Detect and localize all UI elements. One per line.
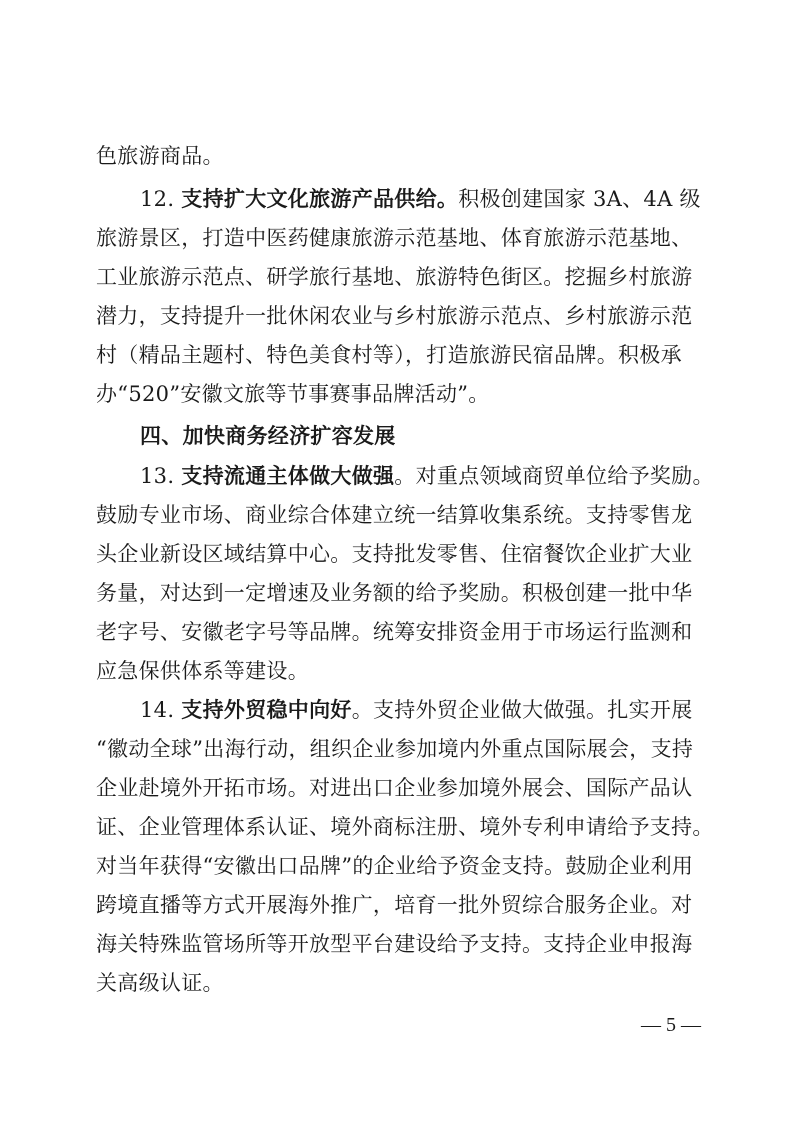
paragraph-line: 务量，对达到一定增速及业务额的给予奖励。积极创建一批中华 <box>96 581 693 605</box>
item-number: 13. <box>140 464 175 488</box>
paragraph-line: 对当年获得“安徽出口品牌”的企业给予资金支持。鼓励企业利用 <box>96 854 694 878</box>
item-13-line <box>140 461 740 491</box>
item-text: 。支持外贸企业做大做强。扎实开展 <box>351 698 693 722</box>
paragraph-line: 关高级认证。 <box>96 971 224 995</box>
paragraph-line: 老字号、安徽老字号等品牌。统筹安排资金用于市场运行监测和 <box>96 620 693 644</box>
paragraph-line: “徽动全球”出海行动，组织企业参加境内外重点国际展会，支持 <box>96 737 694 761</box>
paragraph-line: 旅游景区，打造中医药健康旅游示范基地、体育旅游示范基地、 <box>96 226 693 250</box>
paragraph-line: 鼓励专业市场、商业综合体建立统一结算收集系统。支持零售龙 <box>96 503 693 527</box>
paragraph-line: 海关特殊监管场所等开放型平台建设给予支持。支持企业申报海 <box>96 932 693 956</box>
item-lead: 支持流通主体做大做强 <box>181 464 395 488</box>
paragraph-line: 办“520”安徽文旅等节事赛事品牌活动”。 <box>96 382 490 406</box>
item-number: 14. <box>140 698 175 722</box>
paragraph-line: 应急保供体系等建设。 <box>96 659 309 683</box>
page-number: — 5 — <box>641 1014 701 1036</box>
paragraph-line: 色旅游商品。 <box>96 144 224 168</box>
paragraph-line: 企业赴境外开拓市场。对进出口企业参加境外展会、国际产品认 <box>96 776 693 800</box>
section-heading: 四、加快商务经济扩容发展 <box>140 424 396 448</box>
paragraph-line: 村（精品主题村、特色美食村等），打造旅游民宿品牌。积极承 <box>96 343 682 367</box>
item-lead: 支持扩大文化旅游产品供给。 <box>181 187 459 211</box>
paragraph-line: 潜力，支持提升一批休闲农业与乡村旅游示范点、乡村旅游示范 <box>96 304 693 328</box>
paragraph-line: 工业旅游示范点、研学旅行基地、旅游特色街区。挖掘乡村旅游 <box>96 265 693 289</box>
paragraph-line: 证、企业管理体系认证、境外商标注册、境外专利申请给予支持。 <box>96 815 714 839</box>
item-12-line <box>140 184 740 214</box>
item-number: 12. <box>140 187 175 211</box>
paragraph-line: 跨境直播等方式开展海外推广，培育一批外贸综合服务企业。对 <box>96 893 693 917</box>
item-text: 。对重点领域商贸单位给予奖励。 <box>394 464 714 488</box>
paragraph-line: 头企业新设区域结算中心。支持批发零售、住宿餐饮企业扩大业 <box>96 542 693 566</box>
item-14-line <box>140 695 740 725</box>
item-text: 积极创建国家 3A、4A 级 <box>458 187 701 211</box>
item-lead: 支持外贸稳中向好 <box>181 698 352 722</box>
